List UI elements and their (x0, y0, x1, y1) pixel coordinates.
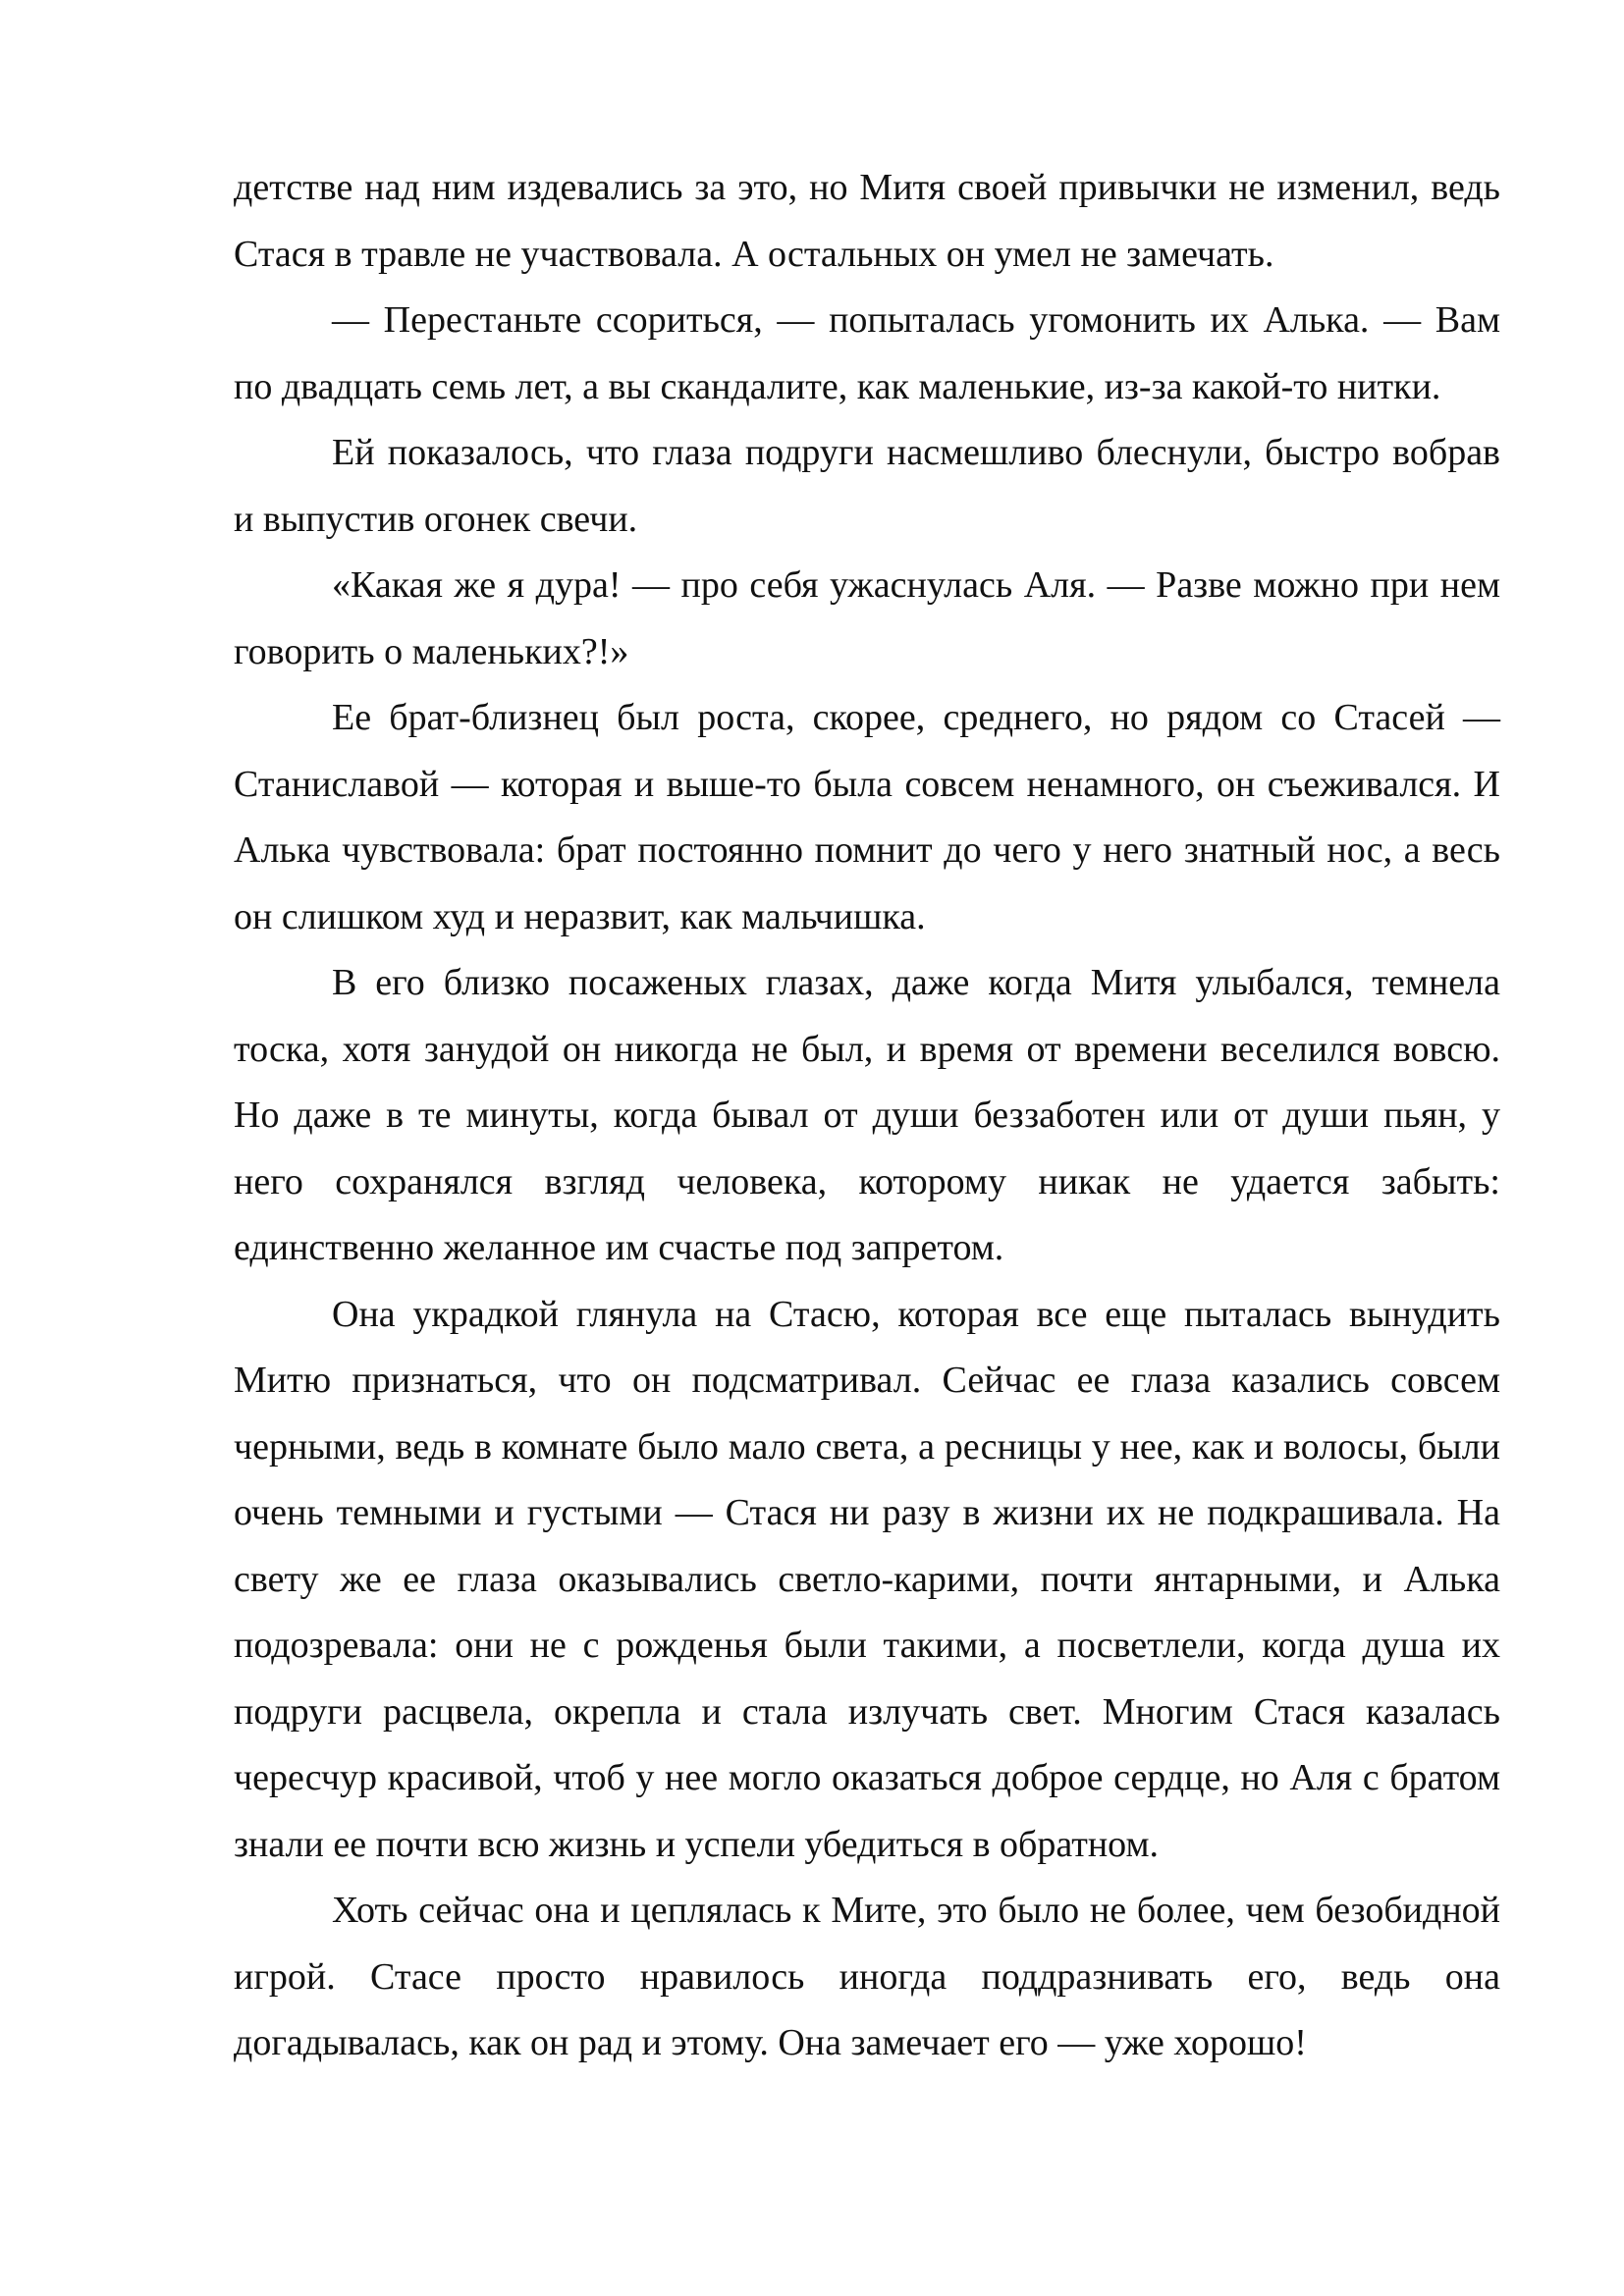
paragraph-6: В его близко посаженых глазах, даже когда Митя улыбался, темнела тоска, хотя занудой он никогда не был, и время от времени веселился вовсю. Но даже в те минуты, когда бывал от души беззаботен или от души пьян, у него сохранялся взгляд человека, которому никак не удается забыть: единственно желанное им счастье под запретом. (234, 962, 1500, 1268)
paragraph-3: Ей показалось, что глаза подруги насмешливо блеснули, быстро вобрав и выпустив огонек свечи. (234, 432, 1500, 540)
paragraph-2: — Перестаньте ссориться, — попыталась угомонить их Алька. — Вам по двадцать семь лет, а вы скандалите, как маленькие, из-за какой-то нитки. (234, 299, 1500, 407)
document-body (234, 155, 1500, 2077)
paragraph-1: детстве над ним издевались за это, но Митя своей привычки не изменил, ведь Стася в травле не участвовала. А остальных он умел не замечать. (234, 167, 1500, 275)
paragraph-8: Хоть сейчас она и цеплялась к Мите, это было не более, чем безобидной игрой. Стасе просто нравилось иногда поддразнивать его, ведь она догадывалась, как он рад и этому. Она замечает его — уже хорошо! (234, 1890, 1500, 2063)
paragraph-7: Она украдкой глянула на Стасю, которая все еще пыталась вынудить Митю признаться, что он подсматривал. Сейчас ее глаза казались совсем черными, ведь в комнате было мало света, а ресницы у нее, как и волосы, были очень темными и густыми — Стася ни разу в жизни их не подкрашивала. На свету же ее глаза оказывались светло-карими, почти янтарными, и Алька подозревала: они не с рожденья были такими, а посветлели, когда душа их подруги расцвела, окрепла и стала излучать свет. Многим Стася казалась чересчур красивой, чтоб у нее могло оказаться доброе сердце, но Аля с братом знали ее почти всю жизнь и успели убедиться в обратном. (234, 1293, 1500, 1865)
paragraph-5: Ее брат-близнец был роста, скорее, среднего, но рядом со Стасей — Станиславой — которая и выше-то была совсем ненамного, он съеживался. И Алька чувствовала: брат постоянно помнит до чего у него знатный нос, а весь он слишком худ и неразвит, как мальчишка. (234, 697, 1500, 937)
paragraph-4: «Какая же я дура! — про себя ужаснулась Аля. — Разве можно при нем говорить о маленьких?!» (234, 564, 1500, 672)
